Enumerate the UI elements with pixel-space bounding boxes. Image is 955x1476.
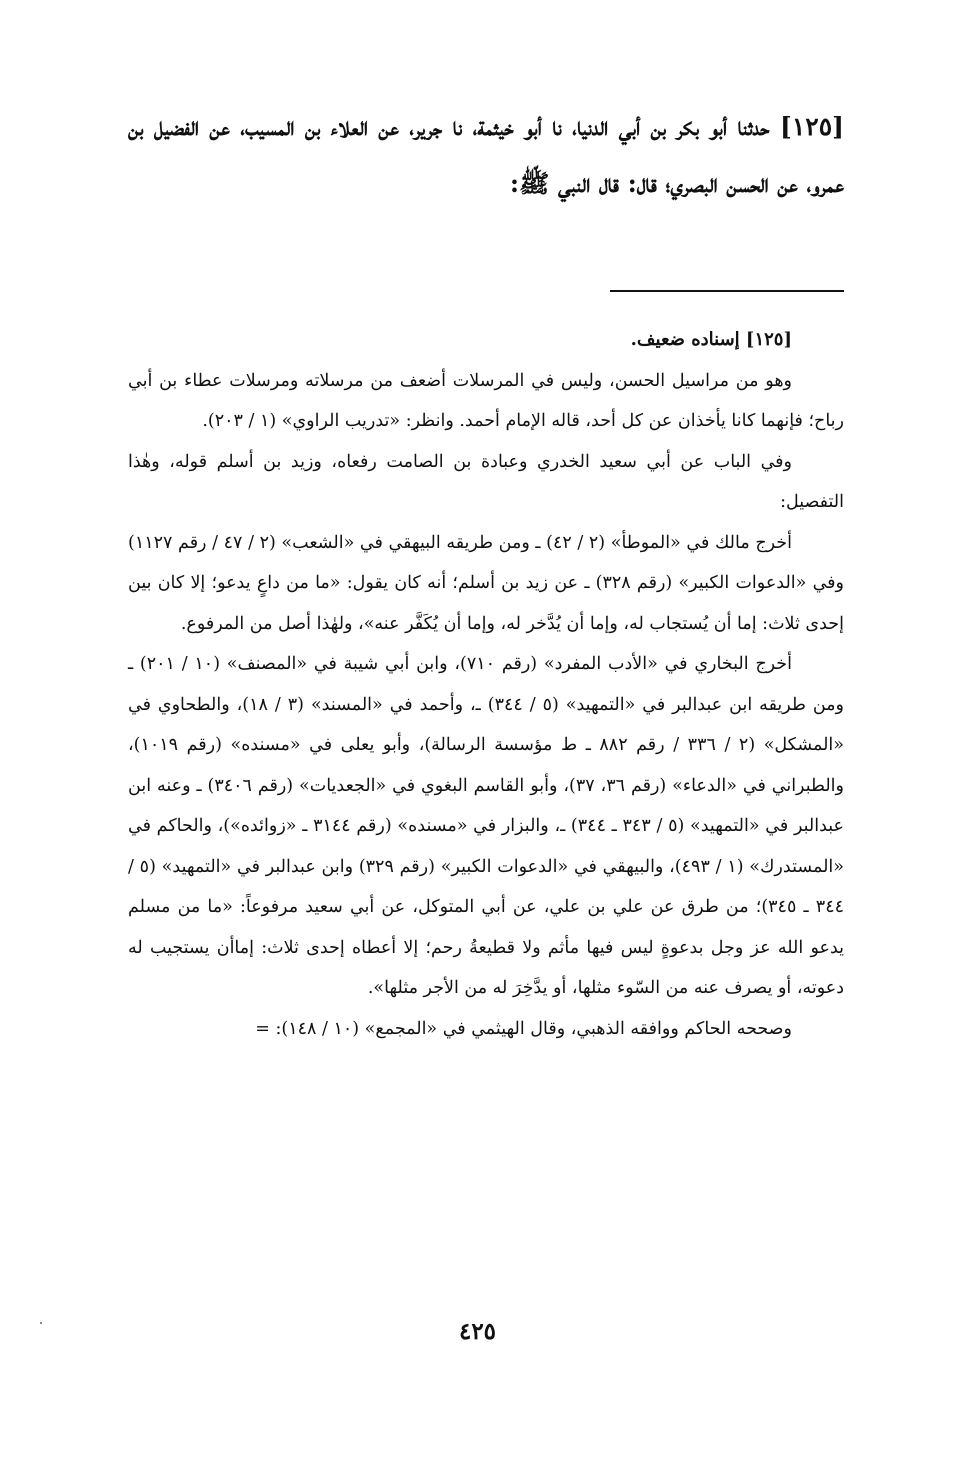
- footnote-heading: [١٢٥] إسناده ضعيف.: [630, 329, 792, 350]
- footnote-paragraph-1: وهو من مراسيل الحسن، وليس في المرسلات أضعف من مرسلاته ومرسلات عطاء بن أبي رباح؛ فإنهما كانا يأخذان عن كل أحد، قاله الإمام أحمد. وانظر: «تدريب الراوي» (١ / ٢٠٣).: [128, 370, 844, 431]
- footnotes-section: [128, 320, 844, 1049]
- footnote-paragraph-5: وصححه الحاكم ووافقه الذهبي، وقال الهيثمي في «المجمع» (١٠ / ١٤٨): =: [255, 1018, 792, 1039]
- footnote-paragraph-2: وفي الباب عن أبي سعيد الخدري وعبادة بن الصامت رفعاه، وزيد بن أسلم قوله، وهٰذا التفصيل:: [128, 451, 844, 512]
- main-text-block: [128, 98, 844, 212]
- page-number: ٤٢٥: [458, 1318, 497, 1345]
- hadith-text: [١٢٥] حدثنا أبو بكر بن أبي الدنيا، نا أبو خيثمة، نا جرير، عن العلاء بن المسيب، عن الفضيل بن عمرو، عن الحسن البصري؛ قال: قال النبي ﷺ:: [128, 112, 844, 198]
- footnote-paragraph-4: أخرج البخاري في «الأدب المفرد» (رقم ٧١٠)، وابن أبي شيبة في «المصنف» (١٠ / ٢٠١) ـ ومن طريقه ابن عبدالبر في «التمهيد» (٥ / ٣٤٤) ـ، وأحمد في «المسند» (٣ / ١٨)، والطحاوي في «المشكل» (٢ / ٣٣٦ / رقم ٨٨٢ ـ ط مؤسسة الرسالة)، وأبو يعلى في «مسنده» (رقم ١٠١٩)، والطبراني في «الدعاء» (رقم ٣٦، ٣٧)، وأبو القاسم البغوي في «الجعديات» (رقم ٣٤٠٦) ـ وعنه ابن عبدالبر في «التمهيد» (٥ / ٣٤٣ ـ ٣٤٤) ـ، والبزار في «مسنده» (رقم ٣١٤٤ ـ «زوائده»)، والحاكم في «المستدرك» (١ / ٤٩٣)، والبيهقي في «الدعوات الكبير» (رقم ٣٢٩) وابن عبدالبر في «التمهيد» (٥ / ٣٤٤ ـ ٣٤٥)؛ من طرق عن علي بن علي، عن أبي المتوكل، عن أبي سعيد مرفوعاً: «ما من مسلم يدعو الله عز وجل بدعوةٍ ليس فيها مأثم ولا قطيعةُ رحم؛ إلا أعطاه إحدى ثلاث: إماأن يستجيب له دعوته، أو يصرف عنه من السّوء مثلها، أو يدَّخِرَ له من الأجر مثلها».: [128, 654, 844, 998]
- footnote-divider: [610, 290, 844, 292]
- footnote-paragraph-3: أخرج مالك في «الموطأ» (٢ / ٤٢) ـ ومن طريقه البيهقي في «الشعب» (٢ / ٤٧ / رقم ١١٢٧) وفي «الدعوات الكبير» (رقم ٣٢٨) ـ عن زيد بن أسلم؛ أنه كان يقول: «ما من داعٍ يدعو؛ إلا كان بين إحدى ثلاث: إما أن يُستجاب له، وإما أن يُدَّخر له، وإما أن يُكَفَّر عنه»، ولهٰذا أصل من المرفوع.: [128, 532, 844, 634]
